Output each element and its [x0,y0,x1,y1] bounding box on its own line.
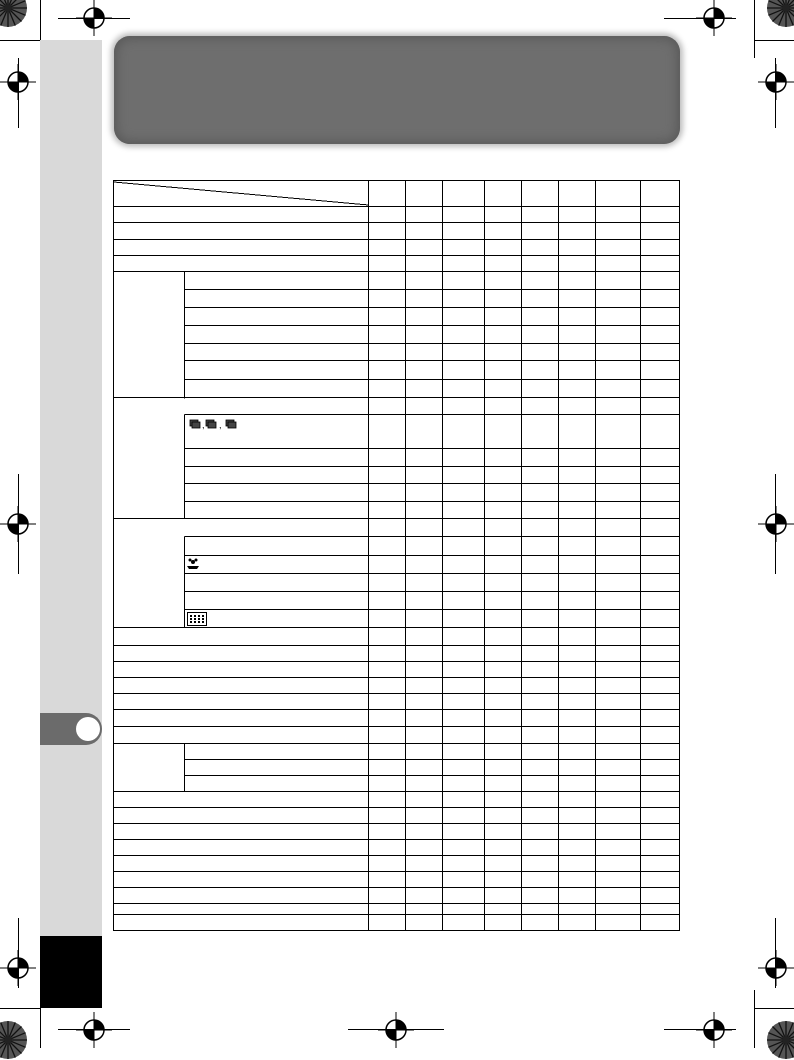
svg-text:,: , [202,420,205,430]
macro-flower-icon [187,559,199,570]
table-corner-diagonal [114,182,369,205]
svg-text:,: , [219,420,222,430]
grid-display-icon [188,613,207,626]
continuous-shooting-icon [190,420,236,428]
